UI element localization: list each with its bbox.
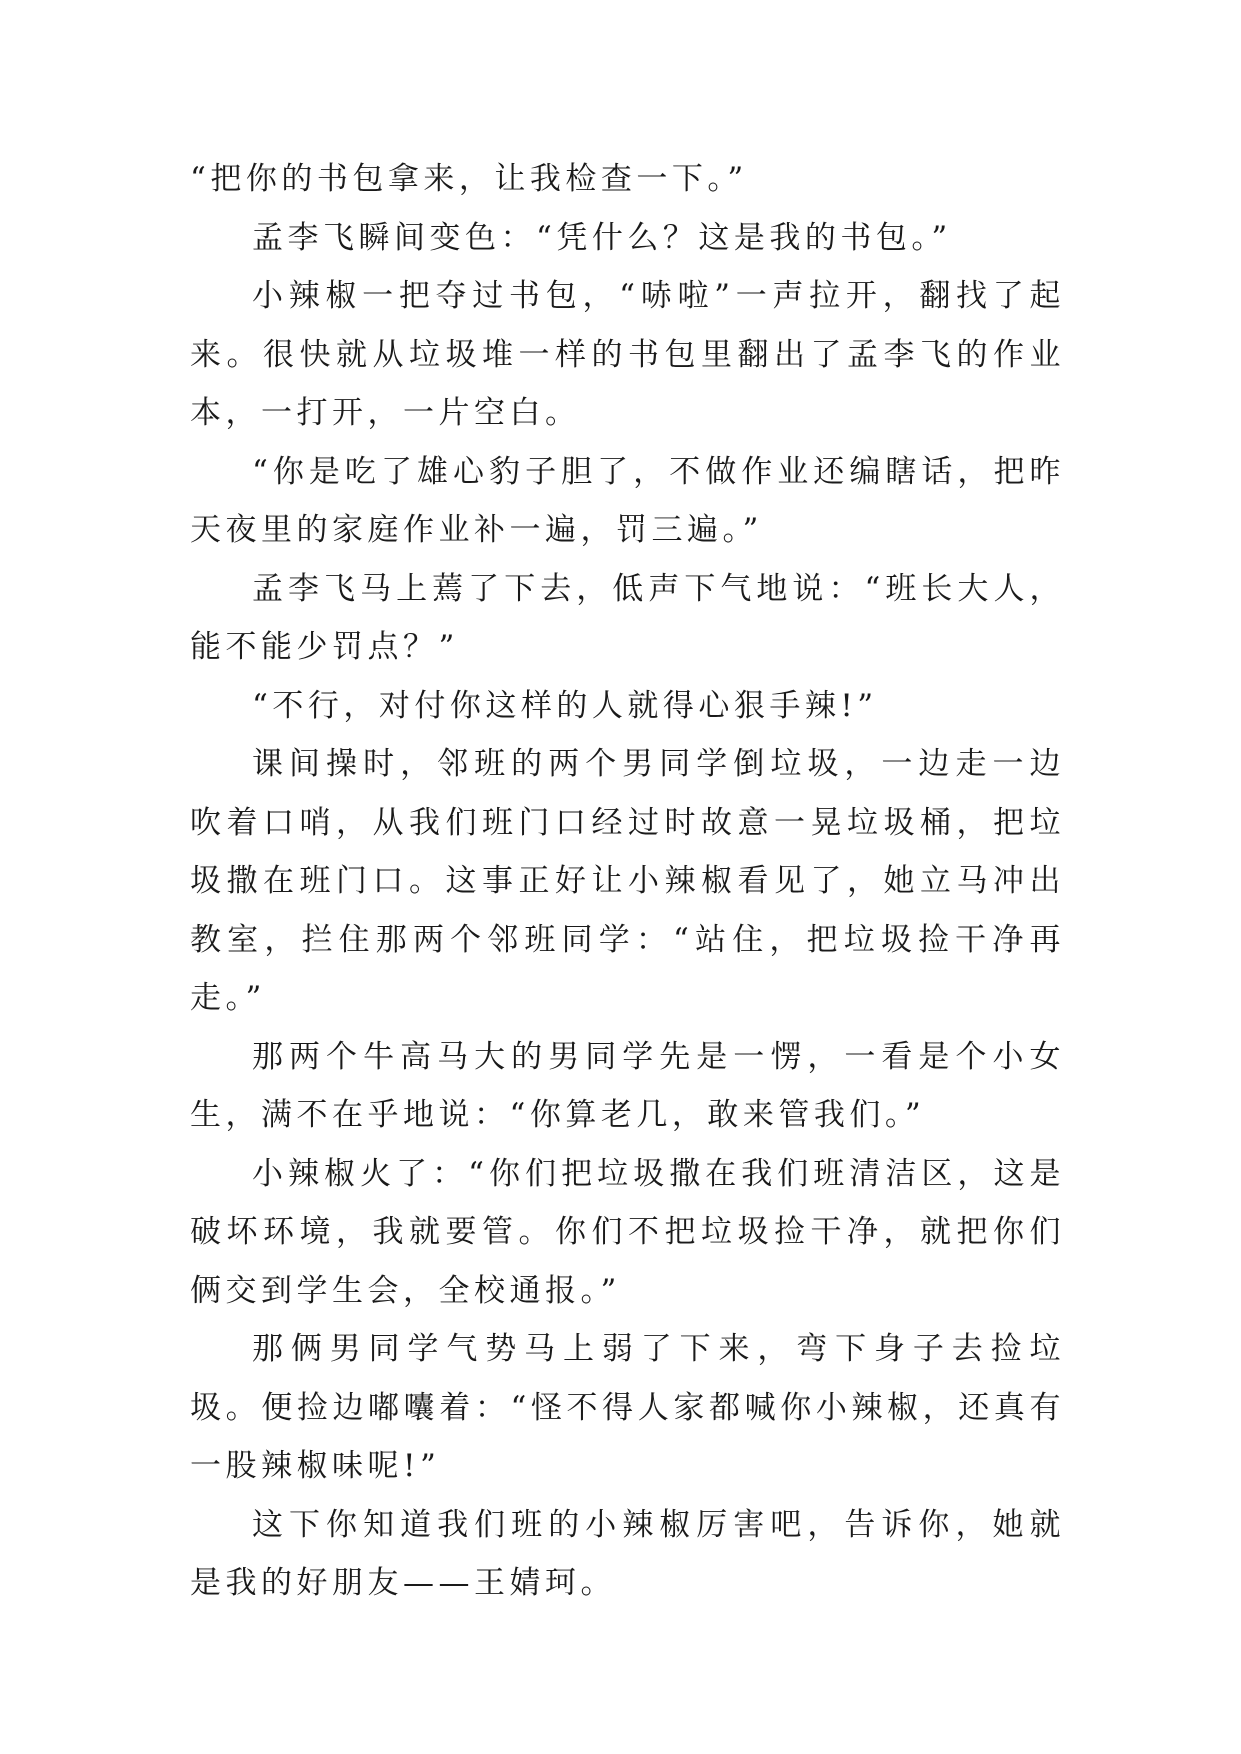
paragraph-6: “不行，对付你这样的人就得心狠手辣!” (252, 687, 878, 724)
paragraph-8: 那两个牛高马大的男同学先是一愣，一看是个小女生，满不在乎地说：“你算老几，敢来管我们。” (190, 1038, 1065, 1133)
paragraph-9: 小辣椒火了：“你们把垃圾撒在我们班清洁区，这是破坏环境，我就要管。你们不把垃圾捡干净，就把你们俩交到学生会，全校通报。” (190, 1155, 1065, 1309)
paragraph-1: “把你的书包拿来，让我检查一下。” (190, 161, 748, 197)
story-text (190, 150, 1065, 1613)
paragraph-5: 孟李飞马上蔫了下去，低声下气地说：“班长大人，能不能少罚点？” (190, 570, 1065, 665)
paragraph-4: “你是吃了雄心豹子胆了，不做作业还编瞎话，把昨天夜里的家庭作业补一遍，罚三遍。” (190, 453, 1065, 548)
paragraph-3: 小辣椒一把夺过书包，“哧啦”一声拉开，翻找了起来。很快就从垃圾堆一样的书包里翻出了孟李飞的作业本，一打开，一片空白。 (190, 278, 1065, 431)
paragraph-10: 那俩男同学气势马上弱了下来，弯下身子去捡垃圾。便捡边嘟囔着：“怪不得人家都喊你小辣椒，还真有一股辣椒味呢!” (190, 1331, 1065, 1484)
paragraph-2: 孟李飞瞬间变色：“凭什么？这是我的书包。” (252, 219, 952, 256)
paragraph-11: 这下你知道我们班的小辣椒厉害吧，告诉你，她就是我的好朋友——王婧珂。 (190, 1506, 1065, 1601)
paragraph-7: 课间操时，邻班的两个男同学倒垃圾，一边走一边吹着口哨，从我们班门口经过时故意一晃垃圾桶，把垃圾撒在班门口。这事正好让小辣椒看见了，她立马冲出教室，拦住那两个邻班同学：“站住，把垃圾捡干净再走。” (190, 746, 1065, 1016)
